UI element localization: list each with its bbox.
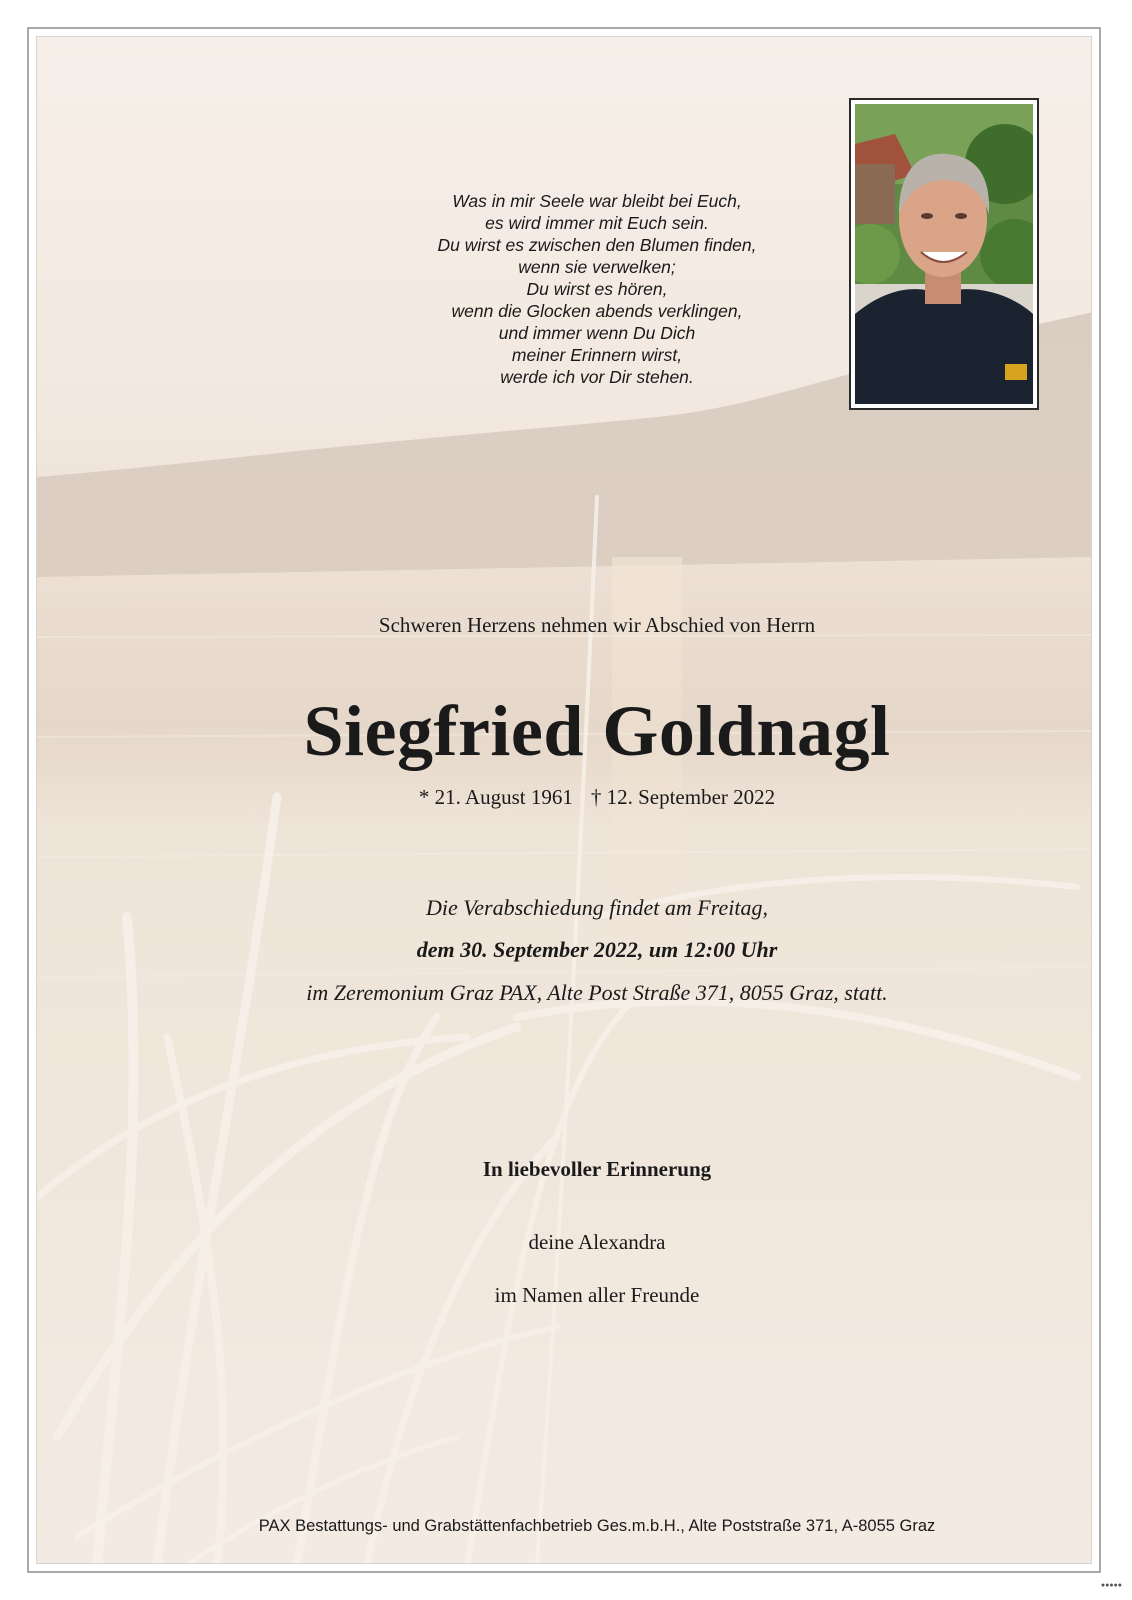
poem-line: werde ich vor Dir stehen.: [500, 367, 694, 387]
poem-line: es wird immer mit Euch sein.: [485, 213, 709, 233]
ceremony-datetime: dem 30. September 2022, um 12:00 Uhr: [416, 937, 778, 962]
signer: deine Alexandra: [528, 1230, 666, 1254]
poem-line: Du wirst es zwischen den Blumen finden,: [437, 235, 757, 255]
poem-line: Du wirst es hören,: [526, 279, 668, 299]
poem-line: wenn sie verwelken;: [518, 257, 676, 277]
ceremony-intro: Die Verabschiedung findet am Freitag,: [426, 895, 768, 920]
poem-line: meiner Erinnern wirst,: [511, 345, 683, 365]
poem-line: Was in mir Seele war bleibt bei Euch,: [452, 191, 742, 211]
print-mark: ●●●●●: [1100, 1582, 1122, 1589]
portrait-photo: [855, 104, 1033, 404]
funeral-home-footer: PAX Bestattungs- und Grabstättenfachbetrieb Ges.m.b.H., Alte Poststraße 371, A-8055 Graz: [258, 1517, 936, 1535]
life-dates: [237, 785, 957, 810]
poem: [397, 190, 797, 388]
ceremony-location: im Zeremonium Graz PAX, Alte Post Straße 371, 8055 Graz, statt.: [306, 980, 888, 1005]
signer-group: im Namen aller Freunde: [494, 1283, 700, 1307]
memory-heading: In liebevoller Erinnerung: [482, 1157, 712, 1181]
deceased-name: Siegfried Goldnagl: [303, 691, 891, 771]
poem-line: und immer wenn Du Dich: [498, 323, 696, 343]
portrait-icon: [855, 104, 1033, 404]
death-date: † 12. September 2022: [590, 785, 776, 809]
poem-line: wenn die Glocken abends verklingen,: [451, 301, 743, 321]
intro-text: Schweren Herzens nehmen wir Abschied von Herrn: [378, 613, 816, 637]
portrait-frame: [849, 98, 1039, 410]
birth-date: * 21. August 1961: [418, 785, 573, 809]
